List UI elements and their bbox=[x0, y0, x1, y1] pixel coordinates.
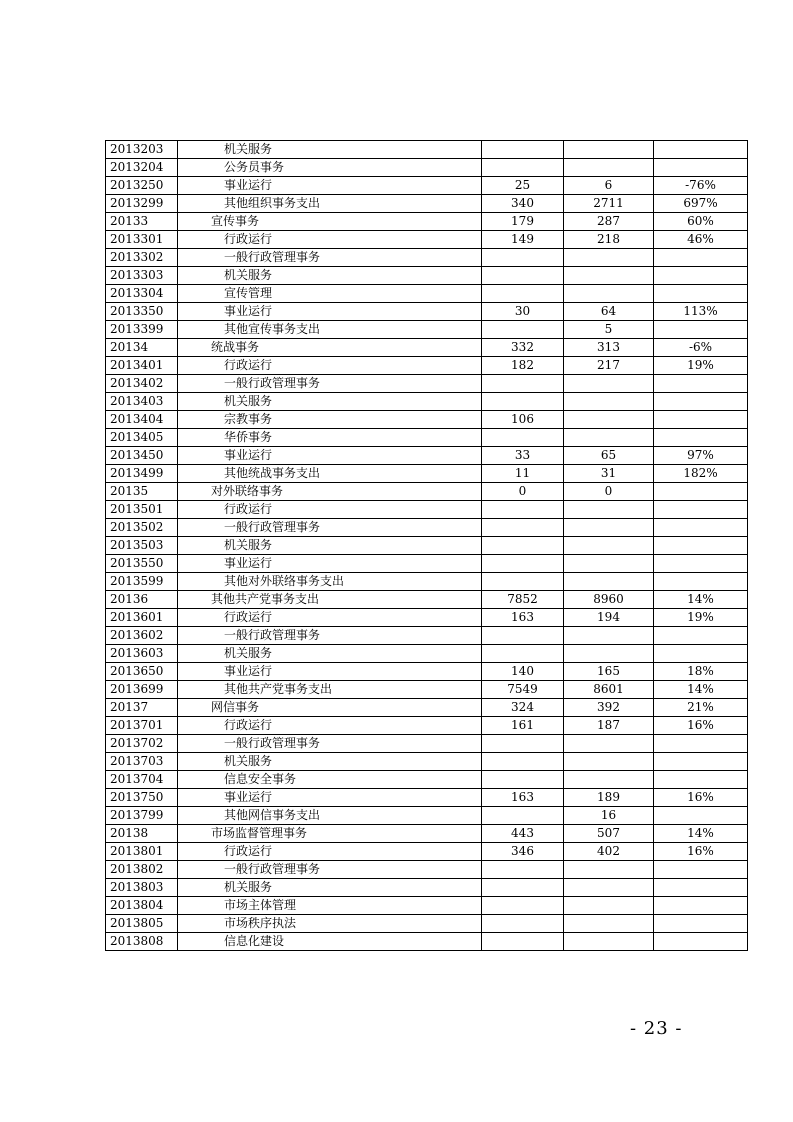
value-1-cell bbox=[482, 141, 564, 159]
value-2-cell: 64 bbox=[564, 303, 654, 321]
value-3-cell: 21% bbox=[654, 699, 748, 717]
value-1-cell: 7852 bbox=[482, 591, 564, 609]
subject-name-cell: 事业运行 bbox=[178, 663, 482, 681]
value-3-cell bbox=[654, 393, 748, 411]
value-1-cell bbox=[482, 807, 564, 825]
subject-name-cell: 宗教事务 bbox=[178, 411, 482, 429]
value-1-cell: 163 bbox=[482, 609, 564, 627]
subject-name-cell: 华侨事务 bbox=[178, 429, 482, 447]
table-row bbox=[106, 465, 748, 483]
value-1-cell bbox=[482, 249, 564, 267]
subject-code-cell: 2013699 bbox=[106, 681, 178, 699]
subject-code-cell: 2013702 bbox=[106, 735, 178, 753]
subject-code-cell: 20136 bbox=[106, 591, 178, 609]
value-3-cell: 19% bbox=[654, 357, 748, 375]
value-1-cell bbox=[482, 645, 564, 663]
subject-code-cell: 2013450 bbox=[106, 447, 178, 465]
value-1-cell: 7549 bbox=[482, 681, 564, 699]
value-3-cell bbox=[654, 573, 748, 591]
value-1-cell: 149 bbox=[482, 231, 564, 249]
table-row bbox=[106, 447, 748, 465]
table-row bbox=[106, 915, 748, 933]
subject-code-cell: 20135 bbox=[106, 483, 178, 501]
value-3-cell: 60% bbox=[654, 213, 748, 231]
value-1-cell bbox=[482, 393, 564, 411]
value-3-cell bbox=[654, 411, 748, 429]
subject-code-cell: 2013299 bbox=[106, 195, 178, 213]
value-1-cell bbox=[482, 573, 564, 591]
value-2-cell: 31 bbox=[564, 465, 654, 483]
subject-name-cell: 行政运行 bbox=[178, 843, 482, 861]
subject-name-cell: 其他共产党事务支出 bbox=[178, 681, 482, 699]
subject-name-cell: 网信事务 bbox=[178, 699, 482, 717]
table-row bbox=[106, 267, 748, 285]
value-2-cell bbox=[564, 141, 654, 159]
subject-code-cell: 2013350 bbox=[106, 303, 178, 321]
value-1-cell bbox=[482, 375, 564, 393]
value-2-cell: 402 bbox=[564, 843, 654, 861]
value-2-cell bbox=[564, 159, 654, 177]
subject-code-cell: 20134 bbox=[106, 339, 178, 357]
subject-name-cell: 一般行政管理事务 bbox=[178, 375, 482, 393]
subject-code-cell: 2013302 bbox=[106, 249, 178, 267]
subject-name-cell: 事业运行 bbox=[178, 789, 482, 807]
subject-code-cell: 2013399 bbox=[106, 321, 178, 339]
subject-name-cell: 公务员事务 bbox=[178, 159, 482, 177]
value-3-cell bbox=[654, 429, 748, 447]
value-1-cell bbox=[482, 897, 564, 915]
subject-code-cell: 2013502 bbox=[106, 519, 178, 537]
subject-code-cell: 2013203 bbox=[106, 141, 178, 159]
value-2-cell bbox=[564, 627, 654, 645]
subject-code-cell: 2013401 bbox=[106, 357, 178, 375]
subject-name-cell: 其他共产党事务支出 bbox=[178, 591, 482, 609]
table-row bbox=[106, 285, 748, 303]
table-row bbox=[106, 699, 748, 717]
value-1-cell bbox=[482, 753, 564, 771]
value-2-cell bbox=[564, 519, 654, 537]
value-2-cell: 194 bbox=[564, 609, 654, 627]
subject-name-cell: 一般行政管理事务 bbox=[178, 735, 482, 753]
value-3-cell: 14% bbox=[654, 825, 748, 843]
value-1-cell bbox=[482, 735, 564, 753]
value-2-cell bbox=[564, 897, 654, 915]
value-3-cell bbox=[654, 501, 748, 519]
subject-code-cell: 2013501 bbox=[106, 501, 178, 519]
subject-name-cell: 行政运行 bbox=[178, 357, 482, 375]
value-2-cell bbox=[564, 285, 654, 303]
subject-name-cell: 对外联络事务 bbox=[178, 483, 482, 501]
value-1-cell bbox=[482, 285, 564, 303]
value-1-cell bbox=[482, 861, 564, 879]
table-row bbox=[106, 645, 748, 663]
subject-code-cell: 2013204 bbox=[106, 159, 178, 177]
value-3-cell bbox=[654, 807, 748, 825]
value-1-cell: 179 bbox=[482, 213, 564, 231]
subject-code-cell: 2013304 bbox=[106, 285, 178, 303]
value-3-cell bbox=[654, 735, 748, 753]
value-2-cell: 313 bbox=[564, 339, 654, 357]
table-row bbox=[106, 195, 748, 213]
table-row bbox=[106, 627, 748, 645]
table-row bbox=[106, 393, 748, 411]
value-2-cell bbox=[564, 393, 654, 411]
subject-name-cell: 机关服务 bbox=[178, 141, 482, 159]
subject-code-cell: 2013804 bbox=[106, 897, 178, 915]
page-number: - 23 - bbox=[630, 1018, 683, 1039]
value-2-cell: 2711 bbox=[564, 195, 654, 213]
value-3-cell bbox=[654, 159, 748, 177]
subject-code-cell: 2013301 bbox=[106, 231, 178, 249]
table-row bbox=[106, 519, 748, 537]
subject-name-cell: 统战事务 bbox=[178, 339, 482, 357]
subject-code-cell: 2013599 bbox=[106, 573, 178, 591]
table-row bbox=[106, 213, 748, 231]
value-3-cell: 16% bbox=[654, 843, 748, 861]
value-1-cell: 443 bbox=[482, 825, 564, 843]
value-1-cell: 163 bbox=[482, 789, 564, 807]
value-1-cell: 0 bbox=[482, 483, 564, 501]
value-1-cell bbox=[482, 159, 564, 177]
subject-name-cell: 行政运行 bbox=[178, 609, 482, 627]
table-row bbox=[106, 861, 748, 879]
value-1-cell bbox=[482, 555, 564, 573]
value-3-cell bbox=[654, 915, 748, 933]
value-2-cell bbox=[564, 735, 654, 753]
subject-name-cell: 行政运行 bbox=[178, 717, 482, 735]
subject-name-cell: 市场主体管理 bbox=[178, 897, 482, 915]
value-1-cell: 11 bbox=[482, 465, 564, 483]
subject-code-cell: 20133 bbox=[106, 213, 178, 231]
subject-code-cell: 2013803 bbox=[106, 879, 178, 897]
subject-name-cell: 事业运行 bbox=[178, 447, 482, 465]
value-2-cell: 6 bbox=[564, 177, 654, 195]
table-row bbox=[106, 681, 748, 699]
value-3-cell: 18% bbox=[654, 663, 748, 681]
table-row bbox=[106, 339, 748, 357]
value-1-cell: 324 bbox=[482, 699, 564, 717]
subject-code-cell: 2013703 bbox=[106, 753, 178, 771]
value-2-cell: 8601 bbox=[564, 681, 654, 699]
table-row bbox=[106, 159, 748, 177]
table-row bbox=[106, 933, 748, 951]
budget-table-body bbox=[106, 141, 748, 951]
subject-code-cell: 20137 bbox=[106, 699, 178, 717]
value-2-cell bbox=[564, 375, 654, 393]
subject-code-cell: 2013808 bbox=[106, 933, 178, 951]
value-1-cell bbox=[482, 519, 564, 537]
table-row bbox=[106, 573, 748, 591]
subject-name-cell: 一般行政管理事务 bbox=[178, 861, 482, 879]
table-row bbox=[106, 609, 748, 627]
value-3-cell bbox=[654, 933, 748, 951]
value-2-cell bbox=[564, 501, 654, 519]
value-3-cell bbox=[654, 555, 748, 573]
value-3-cell bbox=[654, 519, 748, 537]
table-row bbox=[106, 537, 748, 555]
subject-code-cell: 2013404 bbox=[106, 411, 178, 429]
subject-code-cell: 2013601 bbox=[106, 609, 178, 627]
value-1-cell bbox=[482, 501, 564, 519]
value-2-cell bbox=[564, 267, 654, 285]
value-2-cell bbox=[564, 537, 654, 555]
value-3-cell bbox=[654, 285, 748, 303]
subject-name-cell: 机关服务 bbox=[178, 753, 482, 771]
subject-name-cell: 行政运行 bbox=[178, 231, 482, 249]
value-1-cell bbox=[482, 537, 564, 555]
subject-code-cell: 2013503 bbox=[106, 537, 178, 555]
value-2-cell: 8960 bbox=[564, 591, 654, 609]
budget-table bbox=[105, 140, 748, 951]
subject-name-cell: 信息安全事务 bbox=[178, 771, 482, 789]
value-1-cell: 106 bbox=[482, 411, 564, 429]
value-3-cell bbox=[654, 897, 748, 915]
value-2-cell bbox=[564, 933, 654, 951]
value-1-cell: 340 bbox=[482, 195, 564, 213]
value-2-cell: 507 bbox=[564, 825, 654, 843]
subject-code-cell: 2013704 bbox=[106, 771, 178, 789]
value-2-cell bbox=[564, 645, 654, 663]
subject-code-cell: 2013802 bbox=[106, 861, 178, 879]
subject-name-cell: 宣传事务 bbox=[178, 213, 482, 231]
table-row bbox=[106, 141, 748, 159]
subject-code-cell: 2013805 bbox=[106, 915, 178, 933]
value-2-cell bbox=[564, 915, 654, 933]
value-1-cell bbox=[482, 627, 564, 645]
value-2-cell bbox=[564, 879, 654, 897]
value-3-cell bbox=[654, 141, 748, 159]
value-2-cell: 65 bbox=[564, 447, 654, 465]
table-row bbox=[106, 303, 748, 321]
table-row bbox=[106, 663, 748, 681]
value-2-cell: 0 bbox=[564, 483, 654, 501]
value-3-cell: 113% bbox=[654, 303, 748, 321]
subject-code-cell: 2013603 bbox=[106, 645, 178, 663]
value-1-cell: 182 bbox=[482, 357, 564, 375]
value-1-cell bbox=[482, 915, 564, 933]
table-row bbox=[106, 771, 748, 789]
value-1-cell: 332 bbox=[482, 339, 564, 357]
subject-name-cell: 机关服务 bbox=[178, 537, 482, 555]
subject-name-cell: 机关服务 bbox=[178, 645, 482, 663]
value-3-cell: -76% bbox=[654, 177, 748, 195]
value-2-cell bbox=[564, 753, 654, 771]
value-3-cell bbox=[654, 375, 748, 393]
table-row bbox=[106, 879, 748, 897]
value-1-cell bbox=[482, 321, 564, 339]
value-1-cell: 30 bbox=[482, 303, 564, 321]
subject-name-cell: 机关服务 bbox=[178, 393, 482, 411]
subject-code-cell: 20138 bbox=[106, 825, 178, 843]
subject-name-cell: 一般行政管理事务 bbox=[178, 249, 482, 267]
subject-code-cell: 2013303 bbox=[106, 267, 178, 285]
table-row bbox=[106, 591, 748, 609]
value-3-cell bbox=[654, 321, 748, 339]
table-row bbox=[106, 177, 748, 195]
subject-name-cell: 信息化建设 bbox=[178, 933, 482, 951]
value-2-cell bbox=[564, 573, 654, 591]
value-1-cell bbox=[482, 429, 564, 447]
value-3-cell: 14% bbox=[654, 591, 748, 609]
value-3-cell bbox=[654, 645, 748, 663]
subject-code-cell: 2013799 bbox=[106, 807, 178, 825]
value-3-cell bbox=[654, 879, 748, 897]
subject-name-cell: 行政运行 bbox=[178, 501, 482, 519]
subject-code-cell: 2013602 bbox=[106, 627, 178, 645]
value-2-cell bbox=[564, 249, 654, 267]
value-3-cell: 16% bbox=[654, 789, 748, 807]
subject-name-cell: 其他对外联络事务支出 bbox=[178, 573, 482, 591]
value-2-cell bbox=[564, 861, 654, 879]
subject-code-cell: 2013403 bbox=[106, 393, 178, 411]
table-row bbox=[106, 321, 748, 339]
table-row bbox=[106, 357, 748, 375]
table-row bbox=[106, 717, 748, 735]
value-3-cell: 182% bbox=[654, 465, 748, 483]
value-1-cell: 33 bbox=[482, 447, 564, 465]
table-row bbox=[106, 429, 748, 447]
subject-code-cell: 2013550 bbox=[106, 555, 178, 573]
table-row bbox=[106, 807, 748, 825]
value-2-cell bbox=[564, 555, 654, 573]
value-1-cell bbox=[482, 771, 564, 789]
subject-name-cell: 事业运行 bbox=[178, 303, 482, 321]
subject-code-cell: 2013499 bbox=[106, 465, 178, 483]
value-3-cell: 97% bbox=[654, 447, 748, 465]
subject-name-cell: 事业运行 bbox=[178, 555, 482, 573]
value-3-cell bbox=[654, 537, 748, 555]
subject-name-cell: 其他宣传事务支出 bbox=[178, 321, 482, 339]
table-row bbox=[106, 555, 748, 573]
value-3-cell bbox=[654, 771, 748, 789]
subject-name-cell: 市场秩序执法 bbox=[178, 915, 482, 933]
value-2-cell: 5 bbox=[564, 321, 654, 339]
value-2-cell: 189 bbox=[564, 789, 654, 807]
value-3-cell bbox=[654, 267, 748, 285]
value-2-cell: 217 bbox=[564, 357, 654, 375]
subject-name-cell: 其他网信事务支出 bbox=[178, 807, 482, 825]
subject-code-cell: 2013750 bbox=[106, 789, 178, 807]
table-row bbox=[106, 843, 748, 861]
subject-name-cell: 机关服务 bbox=[178, 879, 482, 897]
value-3-cell bbox=[654, 753, 748, 771]
subject-code-cell: 2013801 bbox=[106, 843, 178, 861]
subject-name-cell: 宣传管理 bbox=[178, 285, 482, 303]
subject-name-cell: 事业运行 bbox=[178, 177, 482, 195]
subject-name-cell: 其他组织事务支出 bbox=[178, 195, 482, 213]
value-3-cell bbox=[654, 861, 748, 879]
subject-name-cell: 市场监督管理事务 bbox=[178, 825, 482, 843]
value-3-cell: 14% bbox=[654, 681, 748, 699]
value-3-cell: 46% bbox=[654, 231, 748, 249]
table-row bbox=[106, 735, 748, 753]
subject-code-cell: 2013650 bbox=[106, 663, 178, 681]
table-row bbox=[106, 501, 748, 519]
table-row bbox=[106, 411, 748, 429]
subject-code-cell: 2013250 bbox=[106, 177, 178, 195]
value-2-cell: 287 bbox=[564, 213, 654, 231]
table-row bbox=[106, 249, 748, 267]
value-3-cell: 19% bbox=[654, 609, 748, 627]
value-3-cell: 16% bbox=[654, 717, 748, 735]
subject-name-cell: 其他统战事务支出 bbox=[178, 465, 482, 483]
table-row bbox=[106, 789, 748, 807]
value-3-cell bbox=[654, 483, 748, 501]
value-1-cell: 161 bbox=[482, 717, 564, 735]
value-2-cell bbox=[564, 411, 654, 429]
value-2-cell: 218 bbox=[564, 231, 654, 249]
subject-code-cell: 2013405 bbox=[106, 429, 178, 447]
subject-name-cell: 机关服务 bbox=[178, 267, 482, 285]
value-3-cell: 697% bbox=[654, 195, 748, 213]
value-1-cell bbox=[482, 933, 564, 951]
table-row bbox=[106, 483, 748, 501]
value-3-cell bbox=[654, 627, 748, 645]
value-2-cell bbox=[564, 429, 654, 447]
value-2-cell: 187 bbox=[564, 717, 654, 735]
value-2-cell: 392 bbox=[564, 699, 654, 717]
value-2-cell: 165 bbox=[564, 663, 654, 681]
value-3-cell bbox=[654, 249, 748, 267]
value-1-cell bbox=[482, 267, 564, 285]
value-1-cell: 25 bbox=[482, 177, 564, 195]
table-row bbox=[106, 375, 748, 393]
subject-code-cell: 2013701 bbox=[106, 717, 178, 735]
table-row bbox=[106, 753, 748, 771]
value-1-cell bbox=[482, 879, 564, 897]
subject-code-cell: 2013402 bbox=[106, 375, 178, 393]
table-row bbox=[106, 897, 748, 915]
value-1-cell: 346 bbox=[482, 843, 564, 861]
value-1-cell: 140 bbox=[482, 663, 564, 681]
value-3-cell: -6% bbox=[654, 339, 748, 357]
value-2-cell: 16 bbox=[564, 807, 654, 825]
subject-name-cell: 一般行政管理事务 bbox=[178, 519, 482, 537]
subject-name-cell: 一般行政管理事务 bbox=[178, 627, 482, 645]
table-row bbox=[106, 825, 748, 843]
table-row bbox=[106, 231, 748, 249]
value-2-cell bbox=[564, 771, 654, 789]
